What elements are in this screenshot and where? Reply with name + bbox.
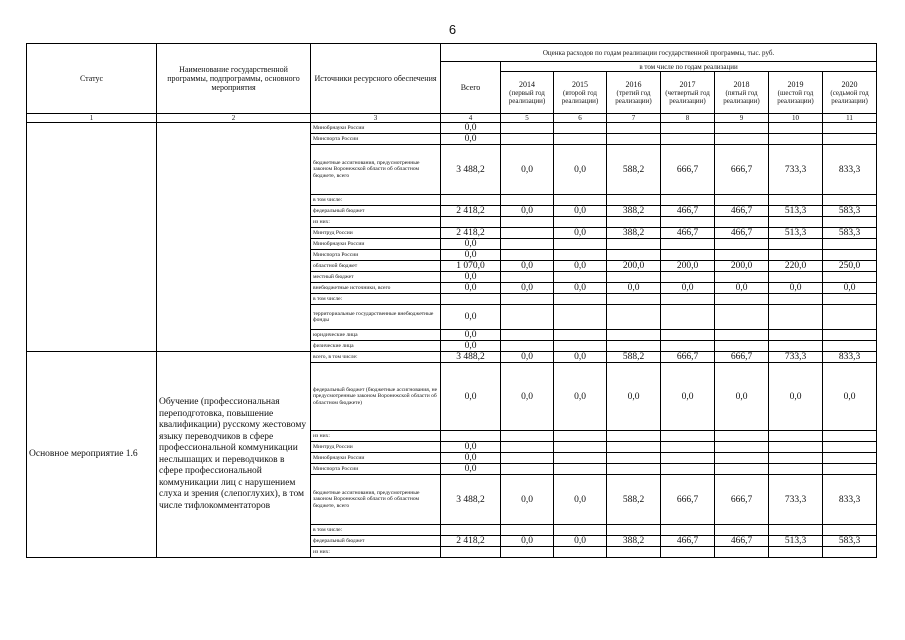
year-value-cell [769, 272, 823, 283]
year-value-cell [769, 453, 823, 464]
page-number: 6 [448, 22, 457, 37]
header-year-value: 2017 [679, 79, 696, 89]
year-value-cell: 0,0 [501, 363, 554, 431]
year-value-cell [554, 134, 607, 145]
total-cell: 2 418,2 [441, 206, 501, 217]
name-cell-blank [157, 123, 311, 352]
year-value-cell [823, 330, 877, 341]
source-cell: всего, в том числе: [311, 352, 441, 363]
year-value-cell [501, 330, 554, 341]
year-value-cell: 0,0 [554, 363, 607, 431]
year-value-cell [823, 547, 877, 558]
column-number: 2 [157, 114, 311, 123]
year-value-cell [661, 239, 715, 250]
year-value-cell [501, 453, 554, 464]
total-cell: 0,0 [441, 123, 501, 134]
header-year-label: (третий год реализации) [615, 88, 652, 105]
header-year-2019 [769, 72, 823, 114]
year-value-cell [607, 453, 661, 464]
year-value-cell [661, 442, 715, 453]
header-year-2020 [823, 72, 877, 114]
source-cell: Минтруд России [311, 228, 441, 239]
year-value-cell [715, 123, 769, 134]
year-value-cell [769, 134, 823, 145]
year-value-cell [501, 134, 554, 145]
year-value-cell [607, 123, 661, 134]
year-value-cell [823, 272, 877, 283]
year-value-cell: 466,7 [661, 206, 715, 217]
header-year-value: 2019 [787, 79, 804, 89]
year-value-cell: 200,0 [607, 261, 661, 272]
year-value-cell: 0,0 [501, 283, 554, 294]
year-value-cell [769, 123, 823, 134]
year-value-cell [823, 195, 877, 206]
year-value-cell: 733,3 [769, 352, 823, 363]
year-value-cell: 833,3 [823, 145, 877, 195]
header-year-2014 [501, 72, 554, 114]
year-value-cell [769, 341, 823, 352]
year-value-cell [769, 217, 823, 228]
year-value-cell [554, 547, 607, 558]
year-value-cell: 588,2 [607, 352, 661, 363]
total-cell: 0,0 [441, 134, 501, 145]
source-cell: в том числе: [311, 195, 441, 206]
year-value-cell [554, 272, 607, 283]
budget-sheet [26, 43, 876, 558]
year-value-cell [607, 442, 661, 453]
total-cell: 0,0 [441, 305, 501, 330]
year-value-cell: 0,0 [769, 363, 823, 431]
year-value-cell [715, 195, 769, 206]
total-cell [441, 294, 501, 305]
year-value-cell [661, 134, 715, 145]
header-year-value: 2018 [733, 79, 750, 89]
year-value-cell: 0,0 [715, 363, 769, 431]
source-cell: юридические лица [311, 330, 441, 341]
year-value-cell [554, 305, 607, 330]
total-cell: 0,0 [441, 453, 501, 464]
year-value-cell [501, 250, 554, 261]
year-value-cell [769, 547, 823, 558]
column-number: 11 [823, 114, 877, 123]
year-value-cell [607, 464, 661, 475]
column-number: 1 [27, 114, 157, 123]
year-value-cell [715, 305, 769, 330]
year-value-cell [554, 294, 607, 305]
year-value-cell: 733,3 [769, 475, 823, 525]
status-cell-blank [27, 123, 157, 352]
year-value-cell: 466,7 [661, 536, 715, 547]
year-value-cell [607, 134, 661, 145]
year-value-cell [823, 217, 877, 228]
source-cell: бюджетные ассигнования, предусмотренные законом Воронежской области об областном бюджете, всего [311, 475, 441, 525]
source-cell: из них: [311, 547, 441, 558]
source-cell: физические лица [311, 341, 441, 352]
year-value-cell [661, 250, 715, 261]
header-year-value: 2014 [519, 79, 535, 89]
year-value-cell: 583,3 [823, 206, 877, 217]
column-number: 8 [661, 114, 715, 123]
year-value-cell: 0,0 [823, 363, 877, 431]
year-value-cell: 0,0 [554, 261, 607, 272]
year-value-cell [607, 431, 661, 442]
year-value-cell [715, 431, 769, 442]
year-value-cell [823, 431, 877, 442]
year-value-cell [715, 217, 769, 228]
total-cell: 0,0 [441, 250, 501, 261]
year-value-cell: 513,3 [769, 536, 823, 547]
year-value-cell: 466,7 [715, 228, 769, 239]
year-value-cell [769, 525, 823, 536]
year-value-cell: 0,0 [501, 352, 554, 363]
year-value-cell [607, 239, 661, 250]
year-value-cell [715, 134, 769, 145]
year-value-cell [501, 195, 554, 206]
year-value-cell: 388,2 [607, 228, 661, 239]
year-value-cell [769, 294, 823, 305]
source-cell: федеральный бюджет [311, 206, 441, 217]
year-value-cell [607, 217, 661, 228]
year-value-cell [715, 250, 769, 261]
header-name: Наименование государственной программы, подпрограммы, основного мероприятия [157, 44, 311, 114]
header-year-2016 [607, 72, 661, 114]
year-value-cell [607, 305, 661, 330]
source-cell: Минтруд России [311, 442, 441, 453]
year-value-cell [769, 250, 823, 261]
year-value-cell [823, 453, 877, 464]
column-number: 6 [554, 114, 607, 123]
year-value-cell: 220,0 [769, 261, 823, 272]
year-value-cell [715, 525, 769, 536]
header-year-label: (седьмой год реализации) [830, 88, 869, 105]
year-value-cell [823, 305, 877, 330]
year-value-cell [661, 525, 715, 536]
column-number: 10 [769, 114, 823, 123]
year-value-cell [769, 239, 823, 250]
source-cell: Минобрнауки России [311, 239, 441, 250]
year-value-cell [769, 442, 823, 453]
total-cell: 0,0 [441, 341, 501, 352]
total-cell [441, 547, 501, 558]
year-value-cell [769, 330, 823, 341]
source-cell: внебюджетные источники, всего [311, 283, 441, 294]
year-value-cell [823, 442, 877, 453]
year-value-cell: 250,0 [823, 261, 877, 272]
total-cell [441, 525, 501, 536]
header-year-label: (шестой год реализации) [777, 88, 814, 105]
year-value-cell: 0,0 [554, 352, 607, 363]
year-value-cell [715, 330, 769, 341]
year-value-cell [823, 239, 877, 250]
total-cell [441, 431, 501, 442]
status-cell: Основное мероприятие 1.6 [27, 352, 157, 558]
header-year-2017 [661, 72, 715, 114]
year-value-cell [823, 464, 877, 475]
year-value-cell [769, 464, 823, 475]
header-by-year: в том числе по годам реализации [501, 62, 877, 72]
source-cell: в том числе: [311, 525, 441, 536]
year-value-cell: 0,0 [501, 145, 554, 195]
year-value-cell [661, 294, 715, 305]
source-cell: Минспорта России [311, 250, 441, 261]
header-status: Статус [27, 44, 157, 114]
year-value-cell [661, 547, 715, 558]
year-value-cell [769, 305, 823, 330]
year-value-cell: 666,7 [715, 145, 769, 195]
year-value-cell [501, 442, 554, 453]
year-value-cell [661, 464, 715, 475]
year-value-cell [554, 123, 607, 134]
header-year-2018 [715, 72, 769, 114]
header-year-label: (четвертый год реализации) [665, 88, 710, 105]
source-cell: областной бюджет [311, 261, 441, 272]
year-value-cell: 666,7 [661, 352, 715, 363]
total-cell: 0,0 [441, 239, 501, 250]
year-value-cell [501, 217, 554, 228]
year-value-cell [501, 525, 554, 536]
header-year-value: 2020 [841, 79, 858, 89]
year-value-cell [607, 341, 661, 352]
year-value-cell [661, 123, 715, 134]
year-value-cell: 0,0 [823, 283, 877, 294]
header-year-2015 [554, 72, 607, 114]
year-value-cell: 0,0 [554, 475, 607, 525]
year-value-cell: 0,0 [607, 283, 661, 294]
year-value-cell [554, 330, 607, 341]
year-value-cell [823, 525, 877, 536]
source-cell: федеральный бюджет (бюджетные ассигнования, не предусмотренные законом Воронежской области об областном бюджете) [311, 363, 441, 431]
source-cell: из них: [311, 217, 441, 228]
year-value-cell [554, 464, 607, 475]
year-value-cell [501, 431, 554, 442]
column-number: 4 [441, 114, 501, 123]
year-value-cell [501, 228, 554, 239]
year-value-cell [715, 464, 769, 475]
total-cell: 2 418,2 [441, 536, 501, 547]
year-value-cell: 388,2 [607, 206, 661, 217]
source-cell: в том числе: [311, 294, 441, 305]
year-value-cell: 0,0 [661, 363, 715, 431]
year-value-cell [823, 294, 877, 305]
source-cell: местный бюджет [311, 272, 441, 283]
year-value-cell [661, 431, 715, 442]
year-value-cell [501, 547, 554, 558]
year-value-cell [501, 294, 554, 305]
year-value-cell: 0,0 [554, 536, 607, 547]
year-value-cell [607, 547, 661, 558]
year-value-cell [554, 250, 607, 261]
year-value-cell: 466,7 [715, 536, 769, 547]
source-cell: бюджетные ассигнования, предусмотренные законом Воронежской области об областном бюджете, всего [311, 145, 441, 195]
column-number: 9 [715, 114, 769, 123]
year-value-cell [607, 525, 661, 536]
year-value-cell: 0,0 [501, 261, 554, 272]
year-value-cell: 513,3 [769, 206, 823, 217]
year-value-cell [661, 330, 715, 341]
table-row [27, 352, 877, 363]
year-value-cell [501, 239, 554, 250]
budget-table [26, 43, 877, 558]
source-cell: Минспорта России [311, 134, 441, 145]
year-value-cell: 200,0 [715, 261, 769, 272]
year-value-cell [607, 294, 661, 305]
year-value-cell: 466,7 [715, 206, 769, 217]
year-value-cell [715, 239, 769, 250]
year-value-cell [554, 431, 607, 442]
total-cell: 0,0 [441, 363, 501, 431]
total-cell: 3 488,2 [441, 352, 501, 363]
year-value-cell: 666,7 [715, 475, 769, 525]
year-value-cell [823, 134, 877, 145]
year-value-cell [823, 123, 877, 134]
year-value-cell: 0,0 [554, 206, 607, 217]
total-cell: 3 488,2 [441, 145, 501, 195]
header-year-label: (первый год реализации) [508, 88, 546, 105]
year-value-cell: 0,0 [715, 283, 769, 294]
year-value-cell [715, 294, 769, 305]
source-cell: Минобрнауки России [311, 453, 441, 464]
year-value-cell [501, 123, 554, 134]
year-value-cell [554, 525, 607, 536]
year-value-cell [501, 272, 554, 283]
year-value-cell: 0,0 [607, 363, 661, 431]
year-value-cell: 588,2 [607, 475, 661, 525]
year-value-cell [661, 195, 715, 206]
total-cell: 0,0 [441, 272, 501, 283]
source-cell: из них: [311, 431, 441, 442]
total-cell: 2 418,2 [441, 228, 501, 239]
total-cell: 0,0 [441, 464, 501, 475]
year-value-cell [769, 431, 823, 442]
total-cell: 1 070,0 [441, 261, 501, 272]
year-value-cell: 666,7 [661, 475, 715, 525]
header-year-value: 2016 [625, 79, 642, 89]
year-value-cell: 200,0 [661, 261, 715, 272]
year-value-cell [501, 305, 554, 330]
year-value-cell [715, 547, 769, 558]
year-value-cell [554, 217, 607, 228]
year-value-cell [554, 239, 607, 250]
year-value-cell [769, 195, 823, 206]
year-value-cell [607, 195, 661, 206]
year-value-cell: 733,3 [769, 145, 823, 195]
year-value-cell [661, 217, 715, 228]
year-value-cell: 0,0 [501, 536, 554, 547]
column-number: 5 [501, 114, 554, 123]
year-value-cell [661, 305, 715, 330]
year-value-cell [607, 330, 661, 341]
year-value-cell [823, 250, 877, 261]
year-value-cell: 666,7 [661, 145, 715, 195]
year-value-cell: 0,0 [501, 206, 554, 217]
year-value-cell [715, 453, 769, 464]
year-value-cell [554, 341, 607, 352]
year-value-cell: 513,3 [769, 228, 823, 239]
year-value-cell: 833,3 [823, 475, 877, 525]
source-cell: федеральный бюджет [311, 536, 441, 547]
program-name-cell: Обучение (профессиональная переподготовка, повышение квалификации) русскому жестовому языку переводчиков в сфере профессиональной коммуникации неслышащих и переводчиков в сфере профессиональной коммуникации лиц с нарушением слуха и зрения (слепоглухих), в том числе тифлокомментаторов [157, 352, 311, 558]
total-cell: 0,0 [441, 283, 501, 294]
header-estimate: Оценка расходов по годам реализации государственной программы, тыс. руб. [441, 44, 877, 62]
header-year-label: (пятый год реализации) [723, 88, 760, 105]
year-value-cell: 583,3 [823, 228, 877, 239]
year-value-cell [823, 341, 877, 352]
header-year-value: 2015 [572, 79, 588, 89]
year-value-cell [607, 250, 661, 261]
year-value-cell: 0,0 [554, 283, 607, 294]
year-value-cell [607, 272, 661, 283]
header-source: Источники ресурсного обеспечения [311, 44, 441, 114]
year-value-cell: 0,0 [554, 228, 607, 239]
source-cell: Минобрнауки России [311, 123, 441, 134]
total-cell: 3 488,2 [441, 475, 501, 525]
year-value-cell [554, 195, 607, 206]
year-value-cell [715, 442, 769, 453]
year-value-cell [661, 272, 715, 283]
year-value-cell: 466,7 [661, 228, 715, 239]
year-value-cell [554, 453, 607, 464]
year-value-cell: 0,0 [554, 145, 607, 195]
header-year-label: (второй год реализации) [561, 88, 599, 105]
header-total: Всего [441, 62, 501, 114]
year-value-cell: 388,2 [607, 536, 661, 547]
year-value-cell: 0,0 [501, 475, 554, 525]
total-cell: 0,0 [441, 330, 501, 341]
total-cell [441, 217, 501, 228]
source-cell: территориальные государственные внебюджетные фонды [311, 305, 441, 330]
year-value-cell: 0,0 [769, 283, 823, 294]
year-value-cell [661, 453, 715, 464]
year-value-cell [715, 272, 769, 283]
year-value-cell: 0,0 [661, 283, 715, 294]
total-cell [441, 195, 501, 206]
table-row [27, 123, 877, 134]
year-value-cell: 588,2 [607, 145, 661, 195]
column-number: 3 [311, 114, 441, 123]
year-value-cell [501, 341, 554, 352]
year-value-cell [661, 341, 715, 352]
source-cell: Минспорта России [311, 464, 441, 475]
column-number: 7 [607, 114, 661, 123]
total-cell: 0,0 [441, 442, 501, 453]
year-value-cell: 666,7 [715, 352, 769, 363]
year-value-cell [501, 464, 554, 475]
year-value-cell: 833,3 [823, 352, 877, 363]
year-value-cell [715, 341, 769, 352]
year-value-cell: 583,3 [823, 536, 877, 547]
year-value-cell [554, 442, 607, 453]
